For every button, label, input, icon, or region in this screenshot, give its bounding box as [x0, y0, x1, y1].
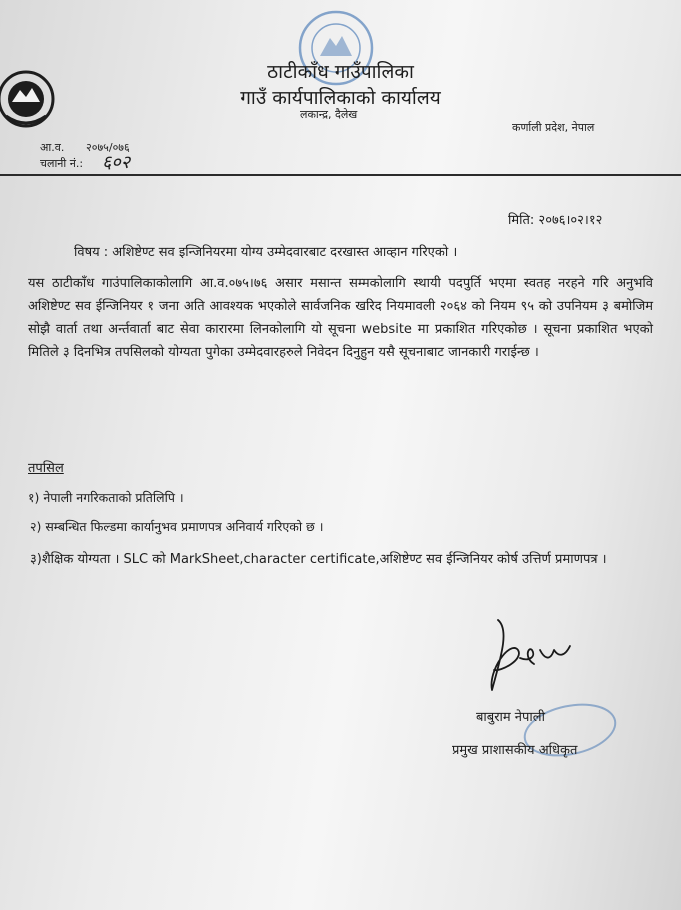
letter-date: मिति: २०७६।०२।१२: [508, 213, 603, 228]
header-divider: [0, 174, 681, 176]
dispatch-number-label: चलानी नं.:: [40, 157, 84, 170]
province-label: कर्णाली प्रदेश, नेपाल: [512, 121, 595, 134]
office-address: लकान्द्र, दैलेख: [300, 108, 358, 121]
municipality-name: ठाटीकाँध गाउँपालिका: [267, 61, 414, 83]
annex-item: ३)शैक्षिक योग्यता । SLC को MarkSheet,character certificate,अशिष्टेण्ट सव ईन्जिनियर कोर्ष उत्तिर्ण प्रमाणपत्र ।: [30, 552, 607, 567]
annex-item: १) नेपाली नगरिकताको प्रतिलिपि ।: [28, 490, 184, 505]
fiscal-year-label: आ.व.: [40, 141, 65, 154]
dispatch-number-value: ६०२: [102, 152, 131, 173]
signatory-title: प्रमुख प्राशासकीय अधिकृत: [452, 743, 578, 758]
annex-heading: तपसिल: [28, 461, 64, 476]
fiscal-year-value: २०७५/०७६: [86, 141, 130, 154]
signatory-name: बाबुराम नेपाली: [476, 710, 545, 725]
letter-subject: विषय : अशिष्टेण्ट सव इन्जिनियरमा योग्य उम्मेदवारबाट दरखास्त आव्हान गरिएको ।: [74, 245, 458, 260]
handwritten-signature: [470, 610, 590, 705]
office-name: गाउँ कार्यपालिकाको कार्यालय: [240, 87, 441, 109]
annex-item: २) सम्बन्धित फिल्डमा कार्यानुभव प्रमाणपत्र अनिवार्य गरिएको छ ।: [30, 519, 324, 534]
letter-body: यस ठाटीकाँध गाउंपालिकाकोलागि आ.व.०७५।७६ असार मसान्त सम्मकोलागि स्थायी पदपुर्ति भएमा स्वतह नरहने गरि अनुभवि अशिष्टेण्ट सव ईन्जिनियर १ जना अति आवश्यक भएकोले सार्वजनिक खरिद नियमावली २०६४ को नियम ९५ को उपनियम ३ बमोजिम सोझै वार्ता तथा अर्न्तवार्ता बाट सेवा कारारमा लिनकोलागि यो सूचना website मा प्रकाशित गरिएकोछ । सूचना प्रकाशित भएको मितिले ३ दिनभित्र तपसिलको योग्यता पुगेका उम्मेदवारहरुले निवेदन दिनुहुन यसै सूचनाबाट जानकारी गराईन्छ ।: [28, 276, 653, 360]
